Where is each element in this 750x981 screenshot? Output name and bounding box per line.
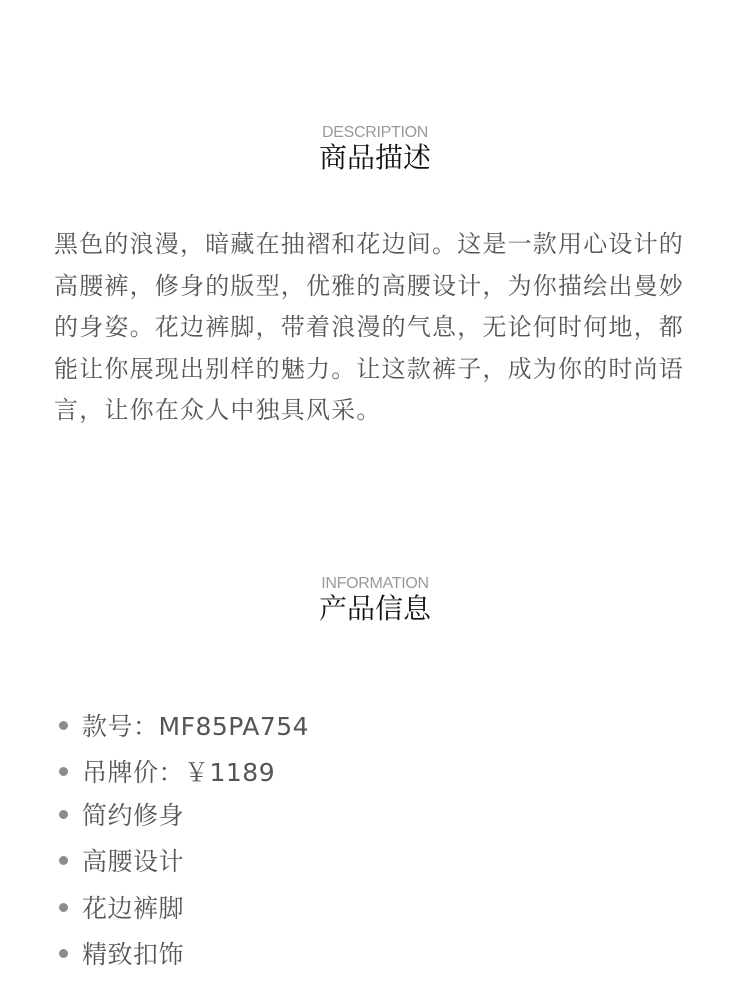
- info-item-hem: 花边裤脚: [82, 894, 185, 923]
- information-header: [0, 575, 750, 625]
- info-item-waist: 高腰设计: [82, 847, 185, 876]
- info-item-tag-price: 吊牌价：￥1189: [82, 758, 276, 787]
- description-text: 黑色的浪漫，暗藏在抽褶和花边间。这是一款用心设计的高腰裤，修身的版型，优雅的高腰设计，为你描绘出曼妙的身姿。花边裤脚，带着浪漫的气息，无论何时何地，都能让你展现出别样的魅力。让这款裤子，成为你的时尚语言，让你在众人中独具风采。: [54, 230, 684, 424]
- list-item: [56, 840, 184, 880]
- bullet-icon: [59, 856, 68, 865]
- description-header: [0, 124, 750, 174]
- list-item: [56, 933, 184, 973]
- bullet-icon: [59, 903, 68, 912]
- information-heading-zh: 产品信息: [318, 592, 431, 625]
- description-heading-en: DESCRIPTION: [321, 124, 429, 141]
- bullet-icon: [59, 949, 68, 958]
- bullet-icon: [59, 767, 68, 776]
- bullet-icon: [59, 810, 68, 819]
- info-item-fit: 简约修身: [82, 801, 185, 830]
- list-item: [56, 887, 184, 927]
- list-item: [56, 751, 275, 791]
- info-item-buttons: 精致扣饰: [82, 940, 185, 969]
- info-item-style-number: 款号：MF85PA754: [82, 712, 310, 741]
- list-item: [56, 705, 309, 745]
- bullet-icon: [59, 721, 68, 730]
- information-heading-en: INFORMATION: [321, 575, 429, 592]
- description-heading-zh: 商品描述: [318, 141, 431, 174]
- list-item: [56, 794, 184, 834]
